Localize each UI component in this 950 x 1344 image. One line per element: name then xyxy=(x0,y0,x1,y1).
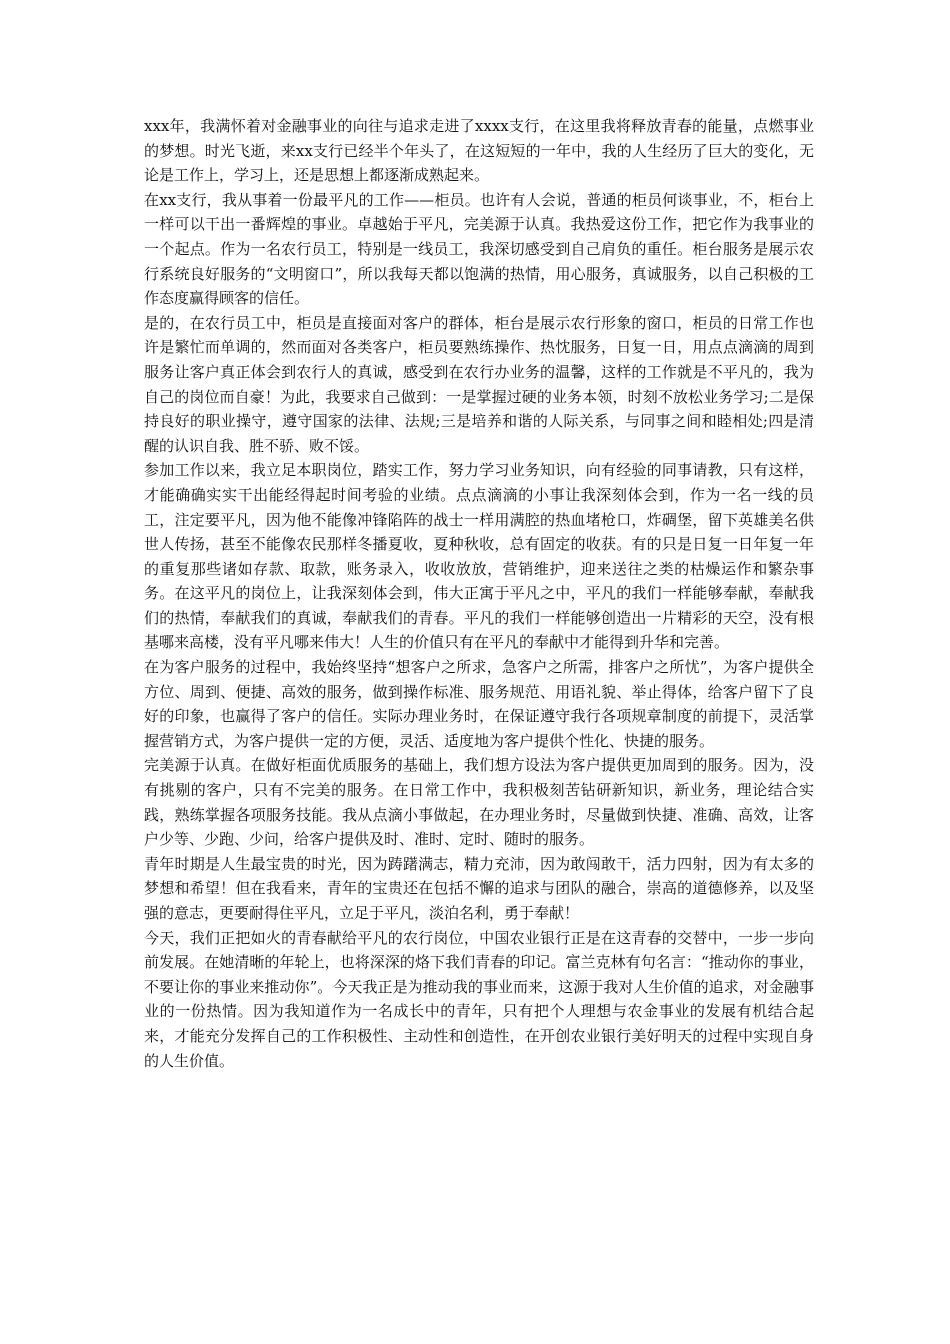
paragraph-4: 参加工作以来，我立足本职岗位，踏实工作，努力学习业务知识，向有经验的同事请教，只有这样，才能确确实实干出能经得起时间考验的业绩。点点滴滴的小事让我深刻体会到，作为一名一线的员工，注定要平凡，因为他不能像冲锋陷阵的战士一样用满腔的热血堵枪口，炸碉堡，留下英雄美名供世人传扬，甚至不能像农民那样冬播夏收，夏种秋收，总有固定的收获。有的只是日复一日年复一年的重复那些诸如存款、取款，账务录入，收收放放，营销维护，迎来送往之类的枯燥运作和繁杂事务。在这平凡的岗位上，让我深刻体会到，伟大正寓于平凡之中，平凡的我们一样能够奉献，奉献我们的热情，奉献我们的真诚，奉献我们的青春。平凡的我们一样能够创造出一片精彩的天空，没有根基哪来高楼，没有平凡哪来伟大！人生的价值只有在平凡的奉献中才能得到升华和完善。 xyxy=(144,461,814,652)
paragraph-8: 今天，我们正把如火的青春献给平凡的农行岗位，中国农业银行正是在这青春的交替中，一步一步向前发展。在她清晰的年轮上，也将深深的烙下我们青春的印记。富兰克林有句名言：“推动你的事业，不要让你的事业来推动你”。今天我正是为推动我的事业而来，这源于我对人生价值的追求，对金融事业的一份热情。因为我知道作为一名成长中的青年，只有把个人理想与农金事业的发展有机结合起来，才能充分发挥自己的工作积极性、主动性和创造性，在开创农业银行美好明天的过程中实现自身的人生价值。 xyxy=(144,928,814,1070)
paragraph-5: 在为客户服务的过程中，我始终坚持“想客户之所求，急客户之所需，排客户之所忧”，为客户提供全方位、周到、便捷、高效的服务，做到操作标准、服务规范、用语礼貌、举止得体，给客户留下了良好的印象，也赢得了客户的信任。实际办理业务时，在保证遵守我行各项规章制度的前提下，灵活掌握营销方式，为客户提供一定的方便，灵活、适度地为客户提供个性化、快捷的服务。 xyxy=(144,658,814,750)
paragraph-2: 在xx支行，我从事着一份最平凡的工作——柜员。也许有人会说，普通的柜员何谈事业，不，柜台上一样可以干出一番辉煌的事业。卓越始于平凡，完美源于认真。我热爱这份工作，把它作为我事业的一个起点。作为一名农行员工，特别是一线员工，我深切感受到自己肩负的重任。柜台服务是展示农行系统良好服务的“文明窗口”，所以我每天都以饱满的热情，用心服务，真诚服务，以自己积极的工作态度赢得顾客的信任。 xyxy=(144,190,814,308)
paragraph-3: 是的，在农行员工中，柜员是直接面对客户的群体，柜台是展示农行形象的窗口，柜员的日常工作也许是繁忙而单调的，然而面对各类客户，柜员要熟练操作、热忱服务，日复一日，用点点滴滴的周到服务让客户真正体会到农行人的真诚，感受到在农行办业务的温馨，这样的工作就是不平凡的，我为自己的岗位而自豪！为此，我要求自己做到：一是掌握过硬的业务本领，时刻不放松业务学习;二是保持良好的职业操守，遵守国家的法律、法规;三是培养和谐的人际关系，与同事之间和睦相处;四是清醒的认识自我、胜不骄、败不馁。 xyxy=(144,313,814,455)
paragraph-1: xxx年，我满怀着对金融事业的向往与追求走进了xxxx支行，在这里我将释放青春的能量，点燃事业的梦想。时光飞逝，来xx支行已经半个年头了，在这短短的一年中，我的人生经历了巨大的变化，无论是工作上，学习上，还是思想上都逐渐成熟起来。 xyxy=(144,117,814,185)
paragraph-6: 完美源于认真。在做好柜面优质服务的基础上，我们想方设法为客户提供更加周到的服务。因为，没有挑剔的客户，只有不完美的服务。在日常工作中，我积极刻苦钻研新知识，新业务，理论结合实践，熟练掌握各项服务技能。我从点滴小事做起，在办理业务时，尽量做到快捷、准确、高效，让客户少等、少跑、少问，给客户提供及时、准时、定时、随时的服务。 xyxy=(144,756,814,849)
paragraph-7: 青年时期是人生最宝贵的时光，因为踌躇满志，精力充沛，因为敢闯敢干，活力四射，因为有太多的梦想和希望！但在我看来，青年的宝贵还在包括不懈的追求与团队的融合，崇高的道德修养，以及坚强的意志，更要耐得住平凡，立足于平凡，淡泊名利，勇于奉献！ xyxy=(144,854,814,922)
document-page xyxy=(144,114,814,1073)
